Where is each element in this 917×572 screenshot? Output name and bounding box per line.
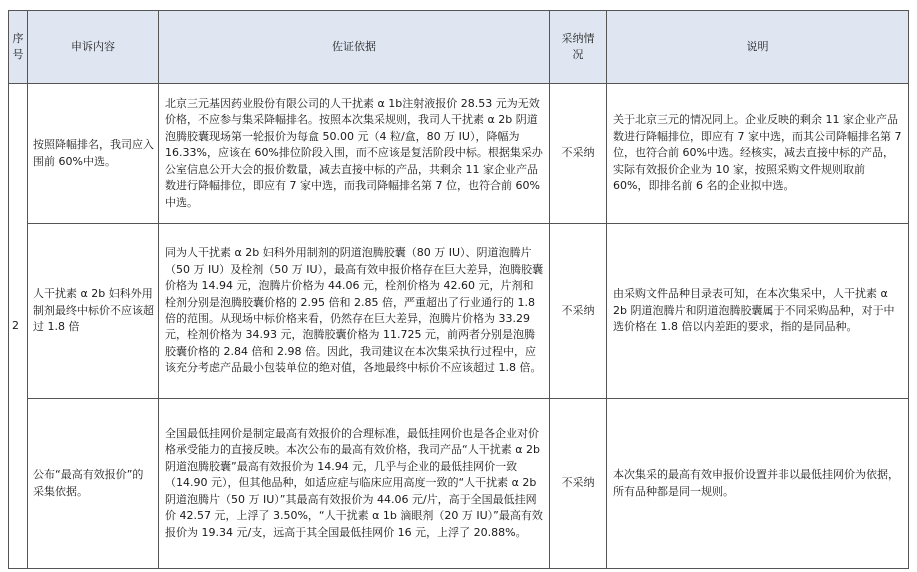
header-claim: 申诉内容: [28, 11, 159, 84]
row-number: 2: [9, 84, 28, 569]
table-row: [9, 84, 909, 224]
note-cell: 由采购文件品种目录表可知，在本次集采中，人干扰素 α 2b 阴道泡腾片和阴道泡腾胶囊属于不同采购品种，对于中选价格在 1.8 倍以内差距的要求，指的是同品种。: [607, 224, 909, 399]
evidence-cell: 北京三元基因药业股份有限公司的人干扰素 α 1b注射液报价 28.53 元为无效价格，不应参与集采降幅排名。按照本次集采规则，我司人干扰素 α 2b 阴道泡腾胶囊现场第一轮报价为每盒 50.00 元（4 粒/盒，80 万 IU），降幅为 16.33%，应该在 60%排位阶段入围，而不应该是复活阶段中标。根据集采办公室信息公开大会的报价数量，减去直接中标的产品，共剩余 11 家企业产品数进行降幅排位，即应有 7 家中选，而我司降幅排名第 7 位，也符合前 60%中选。: [159, 84, 550, 224]
header-adoption: 采纳情况: [550, 11, 607, 84]
claim-cell: 人干扰素 α 2b 妇科外用制剂最终中标价不应该超过 1.8 倍: [28, 224, 159, 399]
table-row: [9, 224, 909, 399]
claim-cell: 按照降幅排名，我司应入围前 60%中选。: [28, 84, 159, 224]
note-cell: 本次集采的最高有效申报价设置并非以最低挂网价为依据，所有品种都是同一规则。: [607, 399, 909, 569]
claim-cell: 公布“最高有效报价”的采集依据。: [28, 399, 159, 569]
adoption-cell: 不采纳: [550, 224, 607, 399]
note-cell: 关于北京三元的情况同上。企业反映的剩余 11 家企业产品数进行降幅排位，即应有 7 家中选，而其公司降幅排名第 7 位，也符合前 60%中选。经核实，减去直接中标的产品，实际有效报价企业为 10 家，按照采购文件规则取前 60%，即排名前 6 名的企业拟中选。: [607, 84, 909, 224]
header-evidence: 佐证依据: [159, 11, 550, 84]
adoption-cell: 不采纳: [550, 399, 607, 569]
table-row: [9, 399, 909, 569]
header-seq: 序号: [9, 11, 28, 84]
appeal-table: [8, 10, 909, 569]
evidence-cell: 同为人干扰素 α 2b 妇科外用制剂的阴道泡腾胶囊（80 万 IU）、阴道泡腾片（50 万 IU）及栓剂（50 万 IU），最高有效申报价格存在巨大差异，泡腾胶囊价格为 14.94 元，泡腾片价格为 44.06 元，栓剂价格为 42.60 元，片剂和栓剂分别是泡腾胶囊价格的 2.95 倍和 2.85 倍，严重超出了行业通行的 1.8 倍的范围。从现场中标价格来看，仍然存在巨大差异，泡腾片价格为 33.29 元，栓剂价格为 34.93 元，泡腾胶囊价格为 11.725 元，前两者分别是泡腾胶囊价格的 2.84 倍和 2.98 倍。因此，我司建议在本次集采执行过程中，应该充分考虑产品最小包装单位的绝对值，各地最终中标价不应该超过 1.8 倍。: [159, 224, 550, 399]
evidence-cell: 全国最低挂网价是制定最高有效报价的合理标准，最低挂网价也是各企业对价格承受能力的直接反映。本次公布的最高有效价格，我司产品“人干扰素 α 2b 阴道泡腾胶囊”最高有效报价为 14.94 元，几乎与企业的最低挂网价一致（14.90 元），但其他品种，如适应症与临床应用高度一致的“人干扰素 α 2b 阴道泡腾片（50 万 IU）”其最高有效报价为 44.06 元/片，高于全国最低挂网价 42.57 元，上浮了 3.50%，“人干扰素 α 1b 滴眼剂（20 万 IU）”最高有效报价为 19.34 元/支，远高于其全国最低挂网价 16 元，上浮了 20.88%。: [159, 399, 550, 569]
appeal-table-sheet: [8, 10, 909, 569]
header-note: 说明: [607, 11, 909, 84]
table-header-row: [9, 11, 909, 84]
adoption-cell: 不采纳: [550, 84, 607, 224]
